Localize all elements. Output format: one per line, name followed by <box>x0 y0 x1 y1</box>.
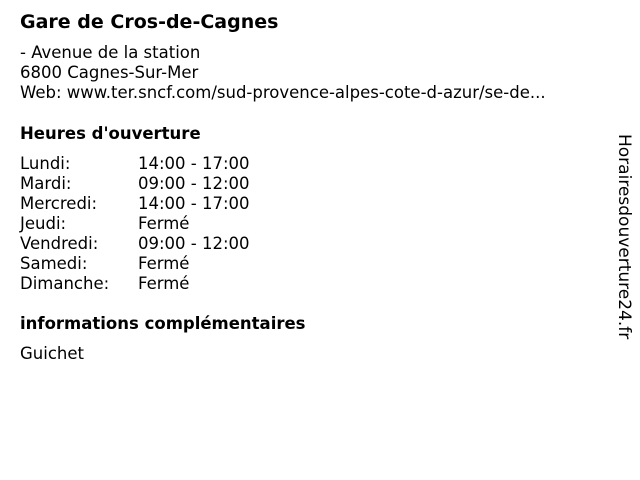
time-value: Fermé <box>138 274 190 293</box>
address-street: - Avenue de la station <box>20 43 201 62</box>
address-city: 6800 Cagnes-Sur-Mer <box>20 63 199 82</box>
hours-heading: Heures d'ouverture <box>20 124 201 143</box>
day-label: Mardi: <box>20 174 72 193</box>
day-label: Vendredi: <box>20 234 99 253</box>
time-value: Fermé <box>138 254 190 273</box>
day-label: Lundi: <box>20 154 71 173</box>
time-value: Fermé <box>138 214 190 233</box>
day-label: Dimanche: <box>20 274 110 293</box>
time-value: 09:00 - 12:00 <box>138 234 250 253</box>
page-title: Gare de Cros-de-Cagnes <box>20 11 279 33</box>
address-block <box>20 43 546 103</box>
website-line[interactable]: Web: www.ter.sncf.com/sud-provence-alpes-cote-d-azur/se-de... <box>20 83 546 102</box>
day-label: Samedi: <box>20 254 88 273</box>
info-heading: informations complémentaires <box>20 314 306 333</box>
info-text: Guichet <box>20 344 84 363</box>
day-label: Jeudi: <box>20 214 67 233</box>
time-value: 14:00 - 17:00 <box>138 154 250 173</box>
site-watermark-label: Horairesdouverture24.fr <box>614 134 634 340</box>
time-value: 14:00 - 17:00 <box>138 194 250 213</box>
time-value: 09:00 - 12:00 <box>138 174 250 193</box>
day-label: Mercredi: <box>20 194 98 213</box>
